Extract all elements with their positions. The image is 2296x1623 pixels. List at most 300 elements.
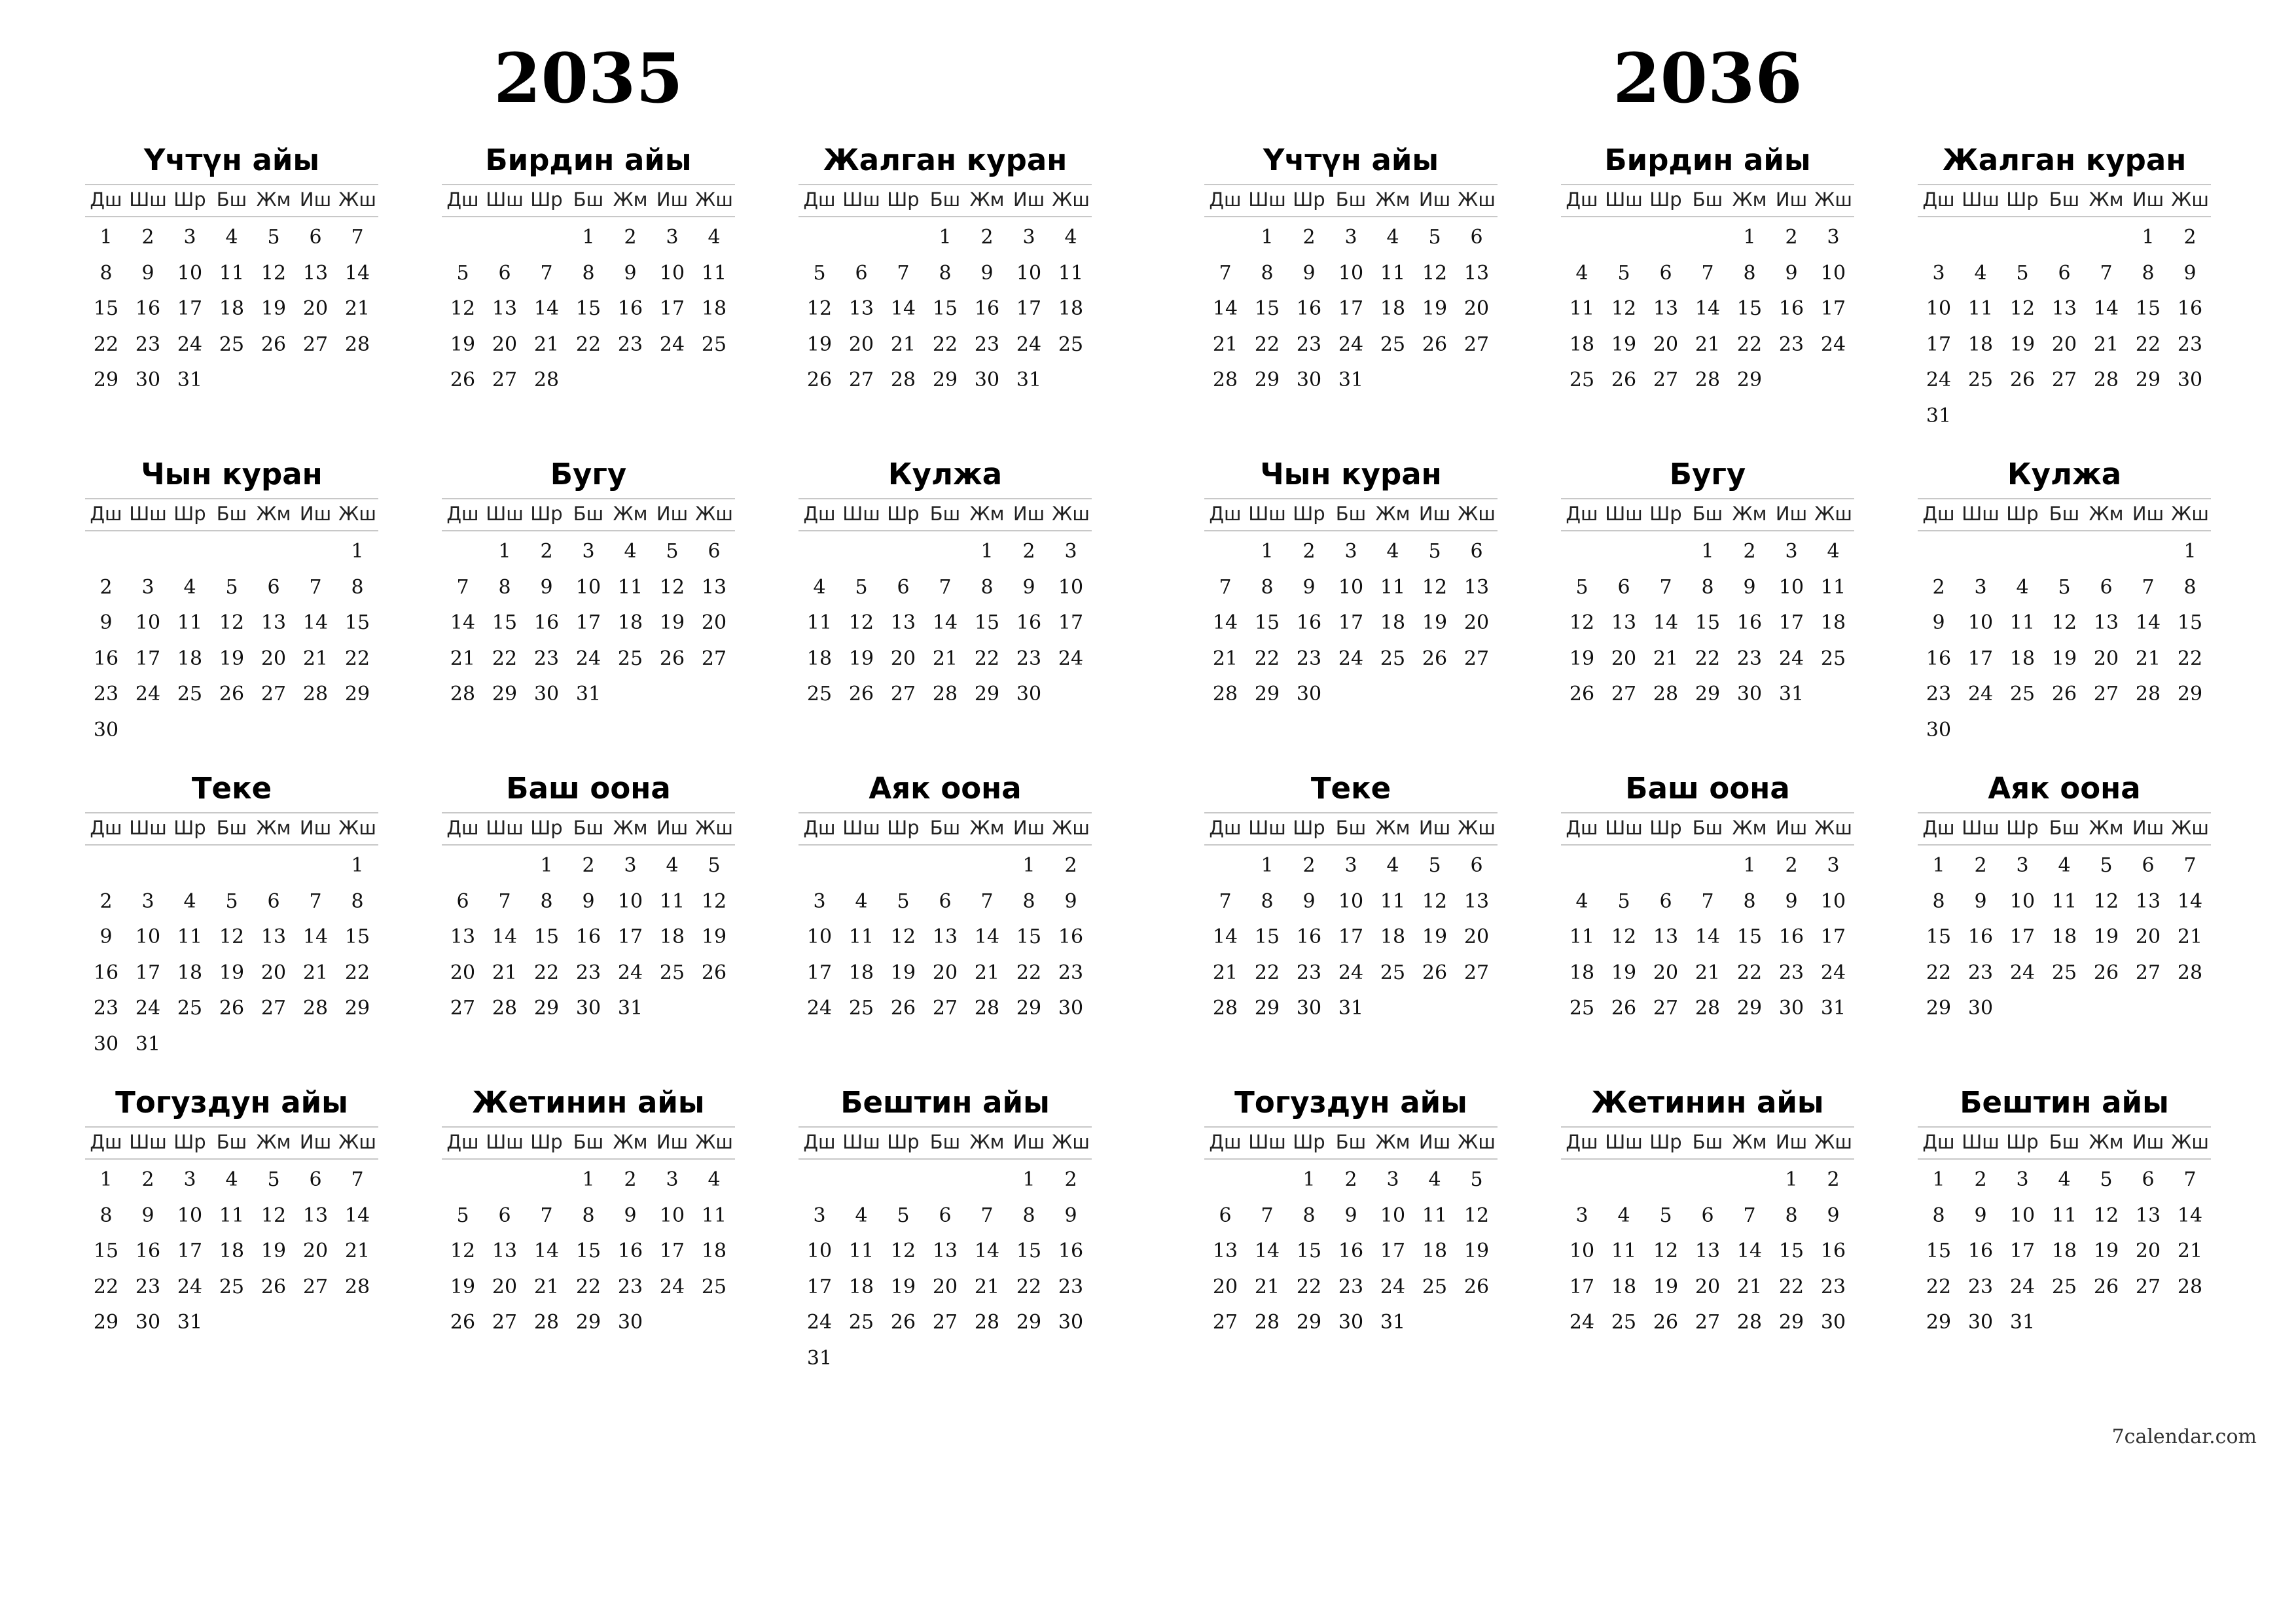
day-cell: 4 [708, 1168, 721, 1191]
day-cell: 14 [1695, 925, 1721, 948]
day-cell: 28 [2135, 683, 2161, 705]
day-cell: 2 [1064, 854, 1077, 877]
day-cell: 22 [533, 961, 560, 984]
day-cell: 2 [99, 889, 113, 913]
weekday-header: Дш [1922, 1131, 1955, 1153]
day-cell: 21 [974, 1275, 1000, 1298]
day-cell: 17 [1016, 297, 1042, 320]
weekday-header: Шр [1649, 503, 1682, 525]
day-cell: 14 [974, 1240, 1000, 1262]
day-cell: 19 [260, 1240, 287, 1262]
weekday-header: Шр [1293, 1131, 1325, 1153]
day-cell: 1 [351, 854, 364, 877]
day-cell: 29 [1254, 683, 1280, 705]
day-cell: 10 [1338, 261, 1364, 285]
day-cell: 22 [1736, 961, 1763, 984]
day-cell: 21 [533, 332, 560, 356]
day-cell: 9 [1064, 889, 1077, 913]
day-cell: 22 [344, 647, 370, 670]
day-cell: 26 [1569, 683, 1595, 705]
day-cell: 24 [1380, 1275, 1406, 1298]
day-cell: 5 [456, 261, 469, 285]
day-cell: 8 [1022, 889, 1035, 913]
day-cell: 8 [1743, 889, 1756, 913]
day-cell: 21 [1695, 332, 1721, 356]
month-divider [798, 1126, 1092, 1128]
day-cell: 20 [2051, 332, 2077, 356]
day-cell: 19 [1422, 925, 1448, 948]
day-cell: 12 [219, 925, 245, 948]
day-cell: 23 [974, 332, 1000, 356]
day-cell: 26 [260, 1275, 287, 1298]
day-cell: 11 [1569, 297, 1595, 320]
day-cell: 17 [2009, 925, 2036, 948]
day-cell: 16 [533, 611, 560, 634]
weekday-header: Жш [1814, 1131, 1852, 1153]
weekday-header: Иш [299, 1131, 332, 1153]
day-cell: 24 [1820, 332, 1846, 356]
day-cell: 6 [2142, 1168, 2155, 1191]
day-cell: 11 [2009, 611, 2036, 634]
day-cell: 16 [1967, 1240, 1994, 1262]
day-cell: 25 [1380, 332, 1406, 356]
weekday-divider [1561, 844, 1854, 846]
day-cell: 30 [1926, 718, 1952, 741]
day-cell: 12 [2093, 889, 2119, 913]
day-cell: 10 [659, 1204, 685, 1227]
day-cell: 11 [848, 925, 874, 948]
day-cell: 6 [855, 261, 868, 285]
day-cell: 18 [848, 961, 874, 984]
day-cell: 12 [1611, 925, 1637, 948]
day-cell: 4 [855, 889, 868, 913]
weekday-header: Иш [1775, 1131, 1808, 1153]
day-cell: 19 [1653, 1275, 1679, 1298]
day-cell: 8 [351, 889, 364, 913]
day-cell: 11 [848, 1240, 874, 1262]
day-cell: 29 [932, 368, 958, 391]
weekday-header: Дш [1209, 503, 1242, 525]
weekday-header: Бш [1335, 817, 1367, 839]
day-cell: 20 [260, 961, 287, 984]
day-cell: 26 [659, 647, 685, 670]
day-cell: 22 [2177, 647, 2203, 670]
day-cell: 10 [659, 261, 685, 285]
day-cell: 10 [1820, 261, 1846, 285]
day-cell: 26 [2093, 1275, 2119, 1298]
day-cell: 8 [498, 575, 511, 599]
day-cell: 30 [1058, 1311, 1084, 1334]
day-cell: 23 [93, 997, 119, 1020]
weekday-divider [1561, 1158, 1854, 1160]
day-cell: 26 [1611, 368, 1637, 391]
day-cell: 16 [1926, 647, 1952, 670]
day-cell: 5 [1428, 540, 1441, 563]
month-block [798, 769, 1092, 1020]
day-cell: 26 [1463, 1275, 1490, 1298]
day-cell: 4 [1575, 261, 1588, 285]
day-cell: 23 [1338, 1275, 1364, 1298]
day-cell: 10 [1338, 575, 1364, 599]
day-cell: 25 [848, 997, 874, 1020]
day-cell: 13 [260, 925, 287, 948]
day-cell: 21 [450, 647, 476, 670]
weekday-header: Дш [1566, 188, 1598, 211]
day-cell: 18 [219, 1240, 245, 1262]
day-cell: 28 [1212, 997, 1238, 1020]
day-cell: 9 [980, 261, 994, 285]
month-block [1918, 455, 2211, 741]
day-cell: 3 [666, 1168, 679, 1191]
day-cell: 13 [932, 1240, 958, 1262]
weekday-divider [1918, 844, 2211, 846]
day-cell: 22 [2135, 332, 2161, 356]
day-cell: 24 [806, 997, 833, 1020]
day-cell: 28 [450, 683, 476, 705]
day-cell: 8 [939, 261, 952, 285]
day-cell: 23 [1296, 647, 1322, 670]
day-cell: 6 [267, 575, 280, 599]
weekday-header: Шш [486, 188, 524, 211]
weekday-header: Шр [173, 503, 206, 525]
weekday-header: Бш [216, 503, 247, 525]
day-cell: 23 [1778, 961, 1804, 984]
day-cell: 17 [177, 297, 203, 320]
weekday-header: Бш [929, 188, 961, 211]
day-cell: 4 [1386, 540, 1399, 563]
day-cell: 5 [1470, 1168, 1483, 1191]
day-cell: 4 [708, 226, 721, 249]
day-cell: 8 [540, 889, 553, 913]
day-cell: 23 [1967, 1275, 1994, 1298]
day-cell: 15 [1016, 925, 1042, 948]
day-cell: 10 [1058, 575, 1084, 599]
month-divider [442, 812, 735, 813]
day-cell: 1 [2183, 540, 2197, 563]
day-cell: 26 [1422, 961, 1448, 984]
day-cell: 9 [1344, 1204, 1357, 1227]
month-title: Кулжа [2007, 457, 2122, 491]
site-credit: 7calendar.com [2111, 1425, 2257, 1448]
day-cell: 20 [848, 332, 874, 356]
day-cell: 19 [1611, 961, 1637, 984]
day-cell: 4 [1974, 261, 1987, 285]
day-cell: 8 [1261, 261, 1274, 285]
day-cell: 23 [575, 961, 601, 984]
weekday-divider [85, 1158, 378, 1160]
day-cell: 27 [1463, 332, 1490, 356]
day-cell: 12 [260, 1204, 287, 1227]
weekday-header: Жш [338, 817, 376, 839]
weekday-header: Жш [1814, 817, 1852, 839]
day-cell: 31 [177, 368, 203, 391]
day-cell: 13 [1212, 1240, 1238, 1262]
day-cell: 20 [1695, 1275, 1721, 1298]
day-cell: 8 [99, 261, 113, 285]
month-divider [442, 184, 735, 185]
day-cell: 21 [2135, 647, 2161, 670]
day-cell: 14 [2093, 297, 2119, 320]
day-cell: 7 [939, 575, 952, 599]
weekday-divider [85, 844, 378, 846]
day-cell: 19 [450, 332, 476, 356]
day-cell: 13 [302, 261, 329, 285]
day-cell: 3 [813, 1204, 826, 1227]
day-cell: 25 [219, 1275, 245, 1298]
day-cell: 2 [582, 854, 595, 877]
day-cell: 11 [1058, 261, 1084, 285]
day-cell: 14 [890, 297, 916, 320]
day-cell: 15 [93, 297, 119, 320]
day-cell: 18 [1820, 611, 1846, 634]
day-cell: 18 [1380, 925, 1406, 948]
day-cell: 13 [2051, 297, 2077, 320]
day-cell: 25 [701, 1275, 727, 1298]
weekday-header: Бш [573, 503, 604, 525]
day-cell: 9 [540, 575, 553, 599]
day-cell: 5 [813, 261, 826, 285]
day-cell: 23 [1736, 647, 1763, 670]
day-cell: 7 [2142, 575, 2155, 599]
day-cell: 16 [135, 1240, 161, 1262]
day-cell: 19 [2051, 647, 2077, 670]
day-cell: 23 [135, 332, 161, 356]
weekday-header: Бш [2049, 503, 2080, 525]
day-cell: 14 [1212, 611, 1238, 634]
day-cell: 20 [1212, 1275, 1238, 1298]
weekday-header: Дш [1922, 188, 1955, 211]
day-cell: 1 [1932, 854, 1945, 877]
day-cell: 25 [177, 683, 203, 705]
day-cell: 15 [1736, 925, 1763, 948]
weekday-header: Бш [2049, 817, 2080, 839]
day-cell: 30 [533, 683, 560, 705]
weekday-header: Жм [1375, 817, 1410, 839]
day-cell: 13 [1695, 1240, 1721, 1262]
day-cell: 13 [1653, 925, 1679, 948]
day-cell: 23 [93, 683, 119, 705]
weekday-divider [798, 216, 1092, 217]
month-block [798, 1083, 1092, 1370]
day-cell: 17 [1058, 611, 1084, 634]
weekday-header: Дш [1566, 1131, 1598, 1153]
day-cell: 12 [890, 925, 916, 948]
day-cell: 24 [1338, 332, 1364, 356]
weekday-header: Иш [1013, 1131, 1045, 1153]
day-cell: 6 [309, 226, 322, 249]
day-cell: 9 [1974, 1204, 1987, 1227]
day-cell: 17 [1338, 925, 1364, 948]
weekday-header: Дш [1922, 817, 1955, 839]
day-cell: 24 [1058, 647, 1084, 670]
day-cell: 17 [659, 1240, 685, 1262]
day-cell: 14 [1212, 297, 1238, 320]
day-cell: 13 [2093, 611, 2119, 634]
day-cell: 4 [2016, 575, 2029, 599]
weekday-header: Шш [1248, 503, 1286, 525]
month-divider [442, 1126, 735, 1128]
day-cell: 7 [1219, 575, 1232, 599]
day-cell: 1 [1743, 854, 1756, 877]
day-cell: 22 [492, 647, 518, 670]
day-cell: 24 [1820, 961, 1846, 984]
day-cell: 18 [701, 1240, 727, 1262]
day-cell: 14 [533, 297, 560, 320]
day-cell: 26 [219, 997, 245, 1020]
month-block [442, 141, 735, 391]
day-cell: 17 [1820, 297, 1846, 320]
day-cell: 15 [1254, 611, 1280, 634]
day-cell: 30 [575, 997, 601, 1020]
day-cell: 13 [2135, 889, 2161, 913]
month-divider [85, 1126, 378, 1128]
day-cell: 10 [1380, 1204, 1406, 1227]
day-cell: 5 [1617, 889, 1630, 913]
month-title: Тогуздун айы [115, 1085, 348, 1120]
day-cell: 18 [1058, 297, 1084, 320]
day-cell: 7 [1743, 1204, 1756, 1227]
day-cell: 3 [1827, 226, 1840, 249]
weekday-header: Шр [887, 503, 920, 525]
day-cell: 18 [2009, 647, 2036, 670]
weekday-header: Иш [656, 503, 689, 525]
day-cell: 26 [1422, 647, 1448, 670]
weekday-header: Жм [2089, 1131, 2124, 1153]
weekday-divider [442, 216, 735, 217]
day-cell: 28 [302, 997, 329, 1020]
day-cell: 25 [1820, 647, 1846, 670]
day-cell: 1 [582, 1168, 595, 1191]
day-cell: 3 [1064, 540, 1077, 563]
day-cell: 8 [582, 261, 595, 285]
day-cell: 27 [302, 332, 329, 356]
day-cell: 29 [1736, 368, 1763, 391]
weekday-header: Шш [1962, 503, 2000, 525]
day-cell: 14 [2177, 889, 2203, 913]
day-cell: 17 [135, 647, 161, 670]
weekday-header: Жм [1375, 503, 1410, 525]
day-cell: 5 [2100, 1168, 2113, 1191]
day-cell: 2 [1785, 854, 1798, 877]
day-cell: 4 [624, 540, 637, 563]
weekday-header: Жш [695, 1131, 733, 1153]
weekday-header: Дш [90, 817, 122, 839]
day-cell: 16 [2177, 297, 2203, 320]
day-cell: 13 [1463, 261, 1490, 285]
day-cell: 25 [617, 647, 643, 670]
month-title: Жалган куран [823, 143, 1067, 177]
day-cell: 17 [1778, 611, 1804, 634]
day-cell: 28 [1695, 997, 1721, 1020]
day-cell: 21 [2093, 332, 2119, 356]
day-cell: 14 [344, 1204, 370, 1227]
day-cell: 4 [225, 226, 238, 249]
day-cell: 8 [1261, 889, 1274, 913]
day-cell: 18 [219, 297, 245, 320]
day-cell: 11 [1967, 297, 1994, 320]
day-cell: 19 [848, 647, 874, 670]
day-cell: 27 [260, 997, 287, 1020]
day-cell: 24 [1926, 368, 1952, 391]
day-cell: 20 [450, 961, 476, 984]
day-cell: 7 [1701, 261, 1714, 285]
weekday-header: Шр [2006, 503, 2039, 525]
day-cell: 26 [219, 683, 245, 705]
day-cell: 18 [177, 647, 203, 670]
day-cell: 13 [492, 297, 518, 320]
weekday-header: Жм [1375, 188, 1410, 211]
month-block [1204, 141, 1498, 391]
day-cell: 9 [1932, 611, 1945, 634]
weekday-header: Шш [1248, 188, 1286, 211]
day-cell: 2 [1302, 540, 1316, 563]
weekday-header: Жм [969, 1131, 1005, 1153]
day-cell: 9 [1785, 889, 1798, 913]
day-cell: 17 [135, 961, 161, 984]
day-cell: 6 [897, 575, 910, 599]
day-cell: 17 [1569, 1275, 1595, 1298]
day-cell: 21 [492, 961, 518, 984]
day-cell: 20 [890, 647, 916, 670]
weekday-header: Жм [969, 188, 1005, 211]
weekday-header: Бш [2049, 188, 2080, 211]
day-cell: 18 [617, 611, 643, 634]
day-cell: 26 [848, 683, 874, 705]
day-cell: 27 [1463, 647, 1490, 670]
day-cell: 28 [890, 368, 916, 391]
month-divider [1204, 812, 1498, 813]
day-cell: 30 [617, 1311, 643, 1334]
day-cell: 5 [1575, 575, 1588, 599]
day-cell: 5 [456, 1204, 469, 1227]
day-cell: 15 [2177, 611, 2203, 634]
day-cell: 27 [2135, 961, 2161, 984]
day-cell: 20 [1463, 611, 1490, 634]
day-cell: 27 [450, 997, 476, 1020]
day-cell: 26 [890, 997, 916, 1020]
weekday-header: Шр [530, 1131, 563, 1153]
day-cell: 30 [1016, 683, 1042, 705]
day-cell: 3 [1344, 226, 1357, 249]
weekday-header: Бш [216, 1131, 247, 1153]
day-cell: 20 [2135, 925, 2161, 948]
day-cell: 19 [1569, 647, 1595, 670]
day-cell: 6 [1701, 1204, 1714, 1227]
day-cell: 13 [1463, 889, 1490, 913]
day-cell: 19 [450, 1275, 476, 1298]
day-cell: 18 [1380, 297, 1406, 320]
weekday-header: Бш [573, 188, 604, 211]
day-cell: 19 [1463, 1240, 1490, 1262]
weekday-header: Шр [1649, 817, 1682, 839]
day-cell: 25 [1967, 368, 1994, 391]
month-block [1561, 455, 1854, 705]
day-cell: 12 [219, 611, 245, 634]
day-cell: 18 [177, 961, 203, 984]
day-cell: 22 [932, 332, 958, 356]
weekday-header: Шр [1293, 503, 1325, 525]
day-cell: 16 [1778, 925, 1804, 948]
day-cell: 16 [974, 297, 1000, 320]
day-cell: 14 [2135, 611, 2161, 634]
weekday-header: Дш [1209, 1131, 1242, 1153]
day-cell: 19 [1611, 332, 1637, 356]
day-cell: 5 [897, 1204, 910, 1227]
day-cell: 13 [450, 925, 476, 948]
day-cell: 7 [2183, 1168, 2197, 1191]
day-cell: 30 [1736, 683, 1763, 705]
month-divider [1918, 184, 2211, 185]
